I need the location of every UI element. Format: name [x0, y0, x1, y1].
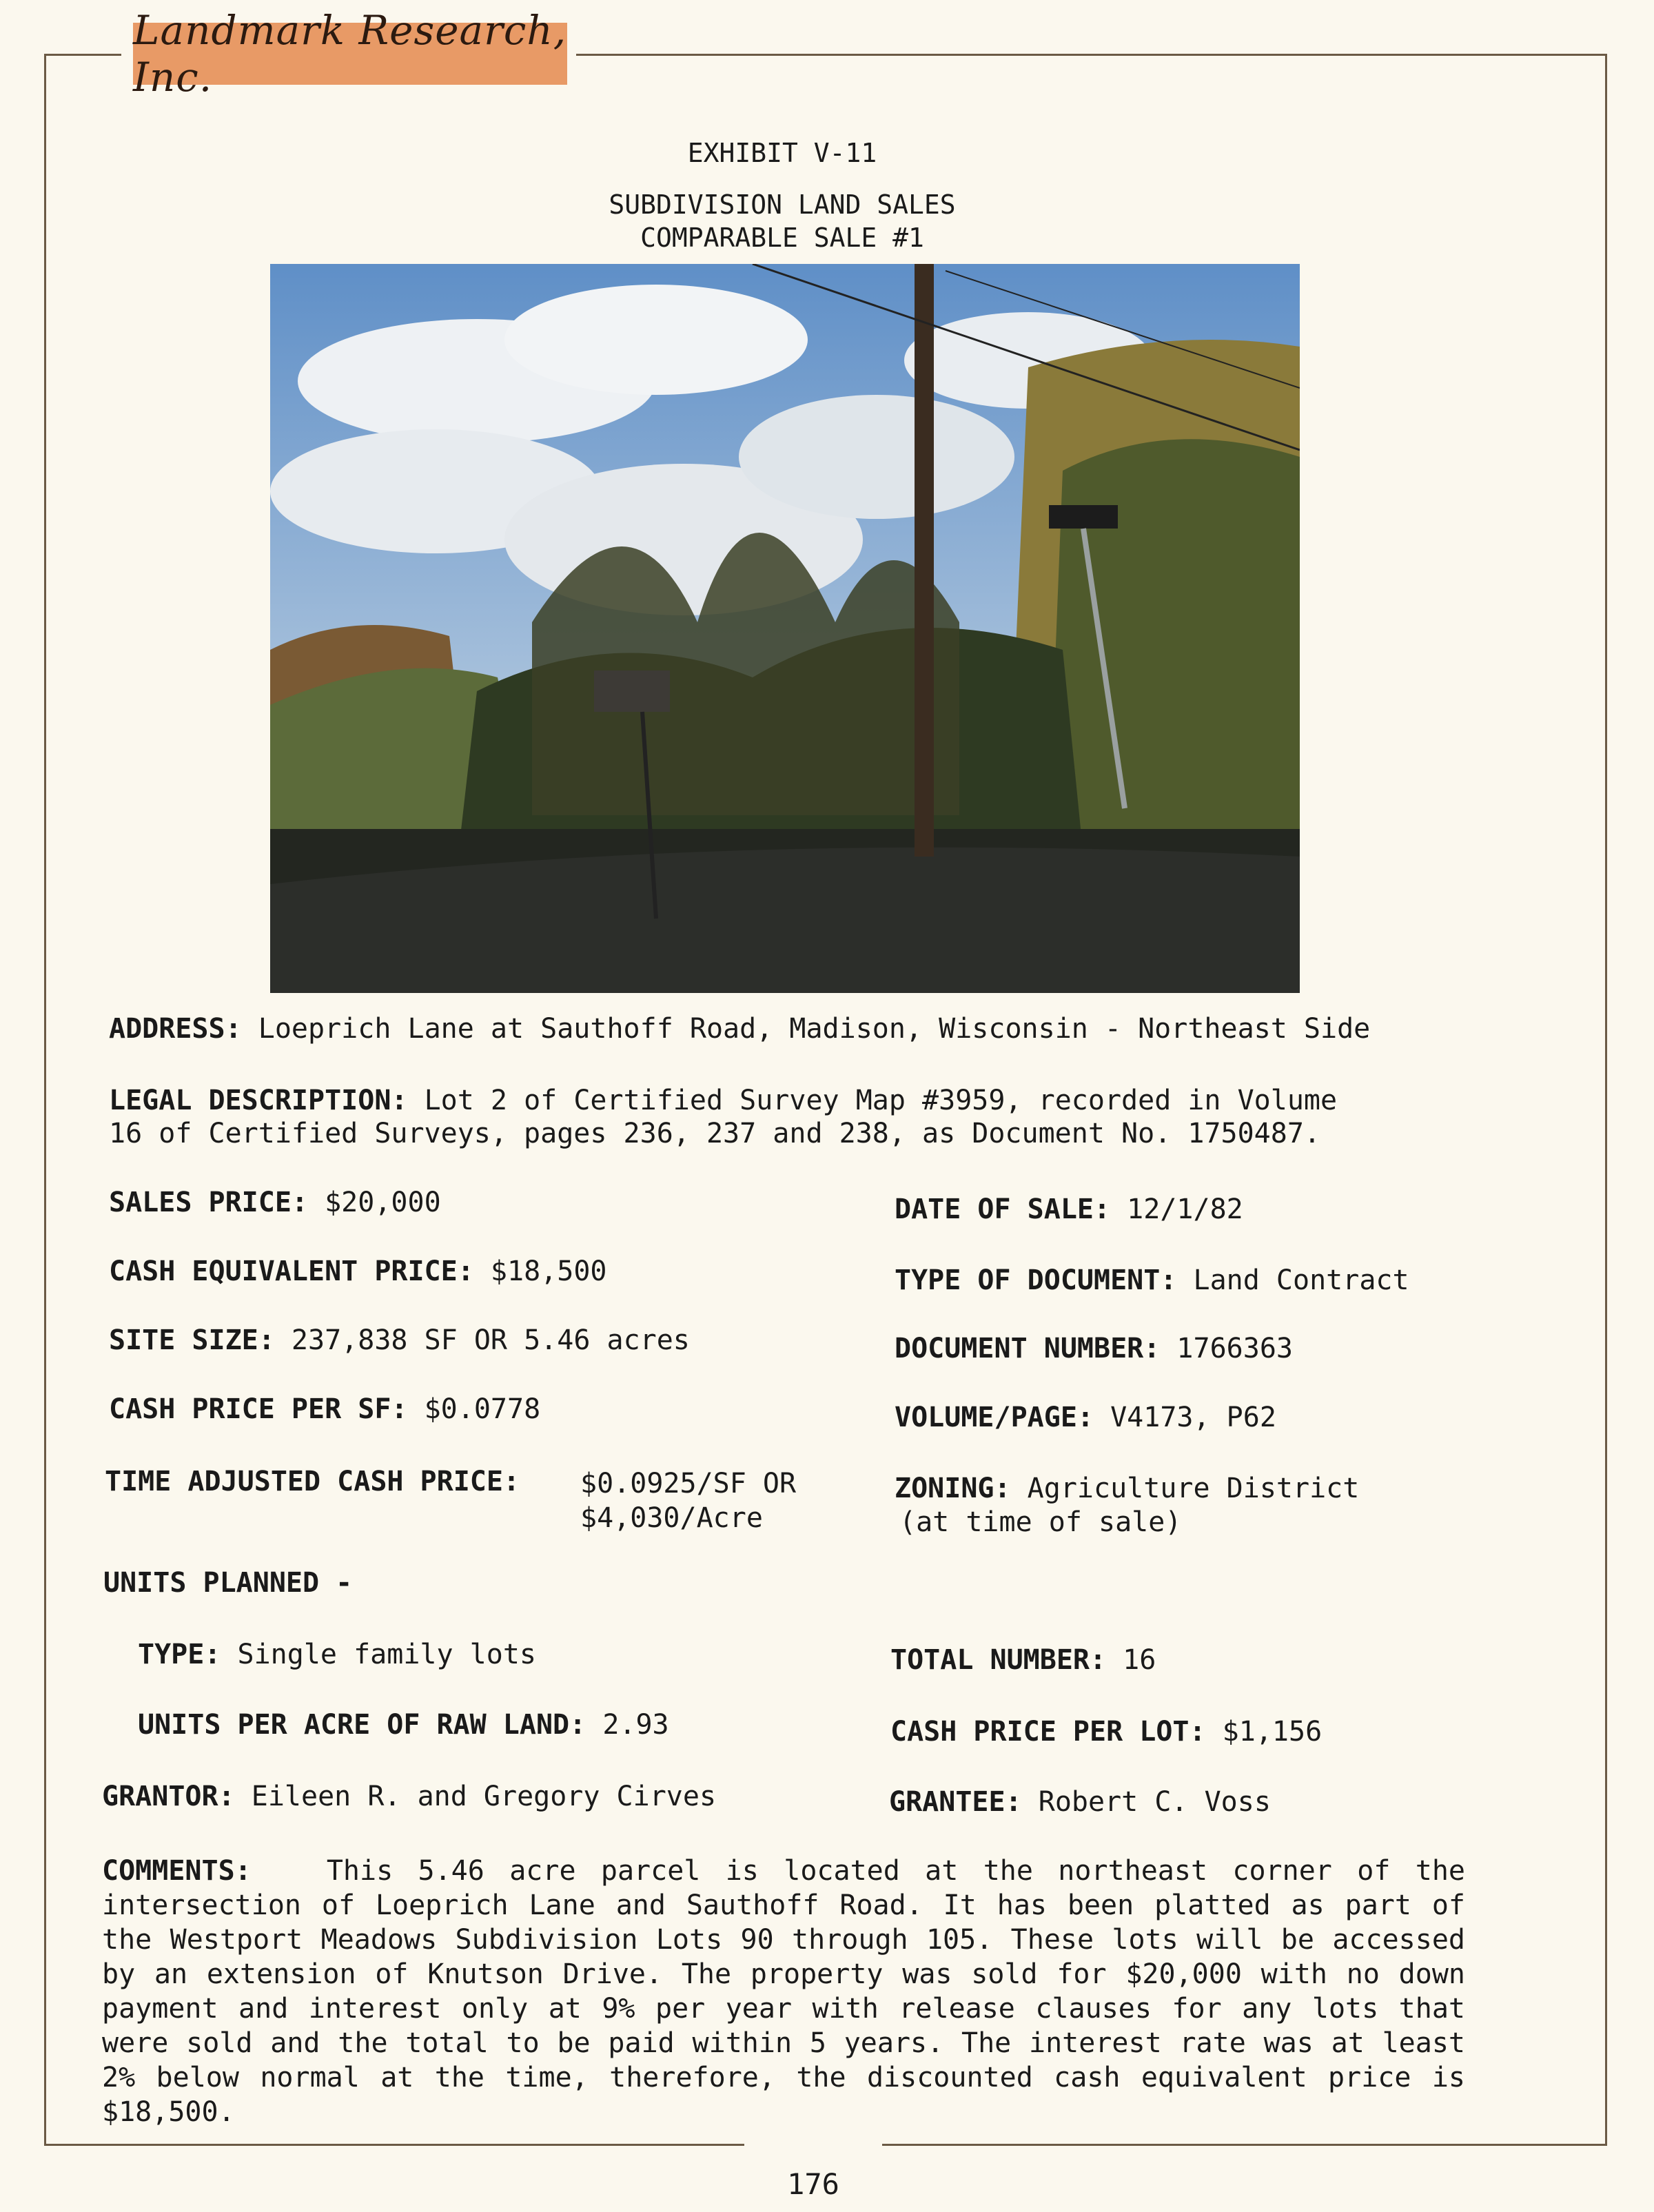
grantor-field — [102, 1779, 716, 1814]
legal-description-line1 — [109, 1083, 1337, 1118]
units-per-acre-field — [138, 1708, 669, 1742]
units-per-acre-value: 2.93 — [602, 1709, 669, 1741]
cash-per-sf-field — [109, 1392, 540, 1426]
document-number-label: DOCUMENT NUMBER: — [895, 1333, 1161, 1364]
type-label: TYPE: — [138, 1639, 221, 1670]
volume-page-value: V4173, P62 — [1110, 1402, 1276, 1433]
address-value: Loeprich Lane at Sauthoff Road, Madison, Wisconsin - Northeast Side — [258, 1013, 1371, 1045]
document-type-field — [895, 1263, 1409, 1298]
sales-price-field — [109, 1185, 441, 1220]
address-field — [109, 1012, 1370, 1046]
grantee-field — [889, 1785, 1271, 1819]
time-adjusted-label — [105, 1464, 520, 1499]
page-number: 176 — [758, 2167, 868, 2201]
legal-line2: 16 of Certified Surveys, pages 236, 237 and 238, as Document No. 1750487. — [109, 1118, 1320, 1149]
exhibit-title: EXHIBIT V-11 — [687, 138, 877, 168]
cash-per-sf-value: $0.0778 — [424, 1393, 541, 1425]
cash-equivalent-value: $18,500 — [490, 1256, 607, 1287]
document-type-label: TYPE OF DOCUMENT: — [895, 1264, 1177, 1296]
date-of-sale-field — [895, 1192, 1243, 1227]
units-planned-label: UNITS PLANNED - — [103, 1567, 353, 1599]
total-number-value: 16 — [1123, 1644, 1156, 1676]
sales-price-value: $20,000 — [325, 1187, 441, 1218]
grantor-value: Eileen R. and Gregory Cirves — [251, 1781, 717, 1812]
property-photo — [270, 264, 1300, 993]
volume-page-label: VOLUME/PAGE: — [895, 1402, 1094, 1433]
legal-label: LEGAL DESCRIPTION: — [109, 1085, 408, 1116]
exhibit-subtitle-2: COMPARABLE SALE #1 — [640, 223, 924, 253]
document-number-field — [895, 1331, 1293, 1366]
grantor-label: GRANTOR: — [102, 1781, 235, 1812]
site-size-field — [109, 1323, 690, 1358]
time-adjusted-label-text: TIME ADJUSTED CASH PRICE: — [105, 1466, 520, 1497]
cash-per-lot-label: CASH PRICE PER LOT: — [890, 1716, 1206, 1748]
grantee-value: Robert C. Voss — [1038, 1786, 1271, 1818]
comments-text: This 5.46 acre parcel is located at the northeast corner of the intersection of Loeprich Lane and Sauthoff Road. It has been platted as part of the Westport Meadows Subdivision Lots 90 through 105. These lots will be accessed by an extension of Knutson Drive. The property was sold for $20,000 with no down payment and interest only at 9% per year with release clauses for any lots that were sold and the total to be paid within 5 years. The interest rate was at least 2% below normal at the time, therefore, the discounted cash equivalent price is $18,500. — [102, 1855, 1466, 2128]
sales-price-label: SALES PRICE: — [109, 1187, 308, 1218]
time-adjusted-value2: $4,030/Acre — [580, 1502, 763, 1534]
legal-line1: Lot 2 of Certified Survey Map #3959, recorded in Volume — [424, 1085, 1338, 1116]
site-size-value: 237,838 SF OR 5.46 acres — [291, 1324, 690, 1356]
cash-per-lot-value: $1,156 — [1222, 1716, 1323, 1748]
exhibit-subtitle: SUBDIVISION LAND SALES — [609, 190, 956, 220]
comments-block — [102, 1854, 1465, 2129]
zoning-label: ZONING: — [895, 1473, 1011, 1504]
grantee-label: GRANTEE: — [889, 1786, 1022, 1818]
cash-per-sf-label: CASH PRICE PER SF: — [109, 1393, 408, 1425]
cash-equivalent-field — [109, 1254, 606, 1289]
units-per-acre-label: UNITS PER ACRE OF RAW LAND: — [138, 1709, 586, 1741]
date-of-sale-value: 12/1/82 — [1127, 1194, 1243, 1225]
cash-per-lot-field — [890, 1714, 1322, 1749]
comments-label: COMMENTS: — [102, 1855, 252, 1887]
volume-page-field — [895, 1400, 1276, 1435]
zoning-value: Agriculture District — [1027, 1473, 1360, 1504]
cash-equivalent-label: CASH EQUIVALENT PRICE: — [109, 1256, 474, 1287]
zoning-field — [895, 1471, 1359, 1506]
total-number-label: TOTAL NUMBER: — [890, 1644, 1107, 1676]
company-logo: Landmark Research, Inc. — [133, 7, 567, 101]
time-adjusted-value1: $0.0925/SF OR — [580, 1468, 797, 1499]
site-size-label: SITE SIZE: — [109, 1324, 275, 1356]
zoning-note: (at time of sale) — [899, 1506, 1182, 1538]
date-of-sale-label: DATE OF SALE: — [895, 1194, 1111, 1225]
type-value: Single family lots — [237, 1639, 536, 1670]
document-type-value: Land Contract — [1193, 1264, 1409, 1296]
document-number-value: 1766363 — [1176, 1333, 1293, 1364]
address-label: ADDRESS: — [109, 1013, 242, 1045]
total-number-field — [890, 1643, 1156, 1677]
type-field — [138, 1637, 536, 1672]
border-gap — [744, 2139, 882, 2153]
